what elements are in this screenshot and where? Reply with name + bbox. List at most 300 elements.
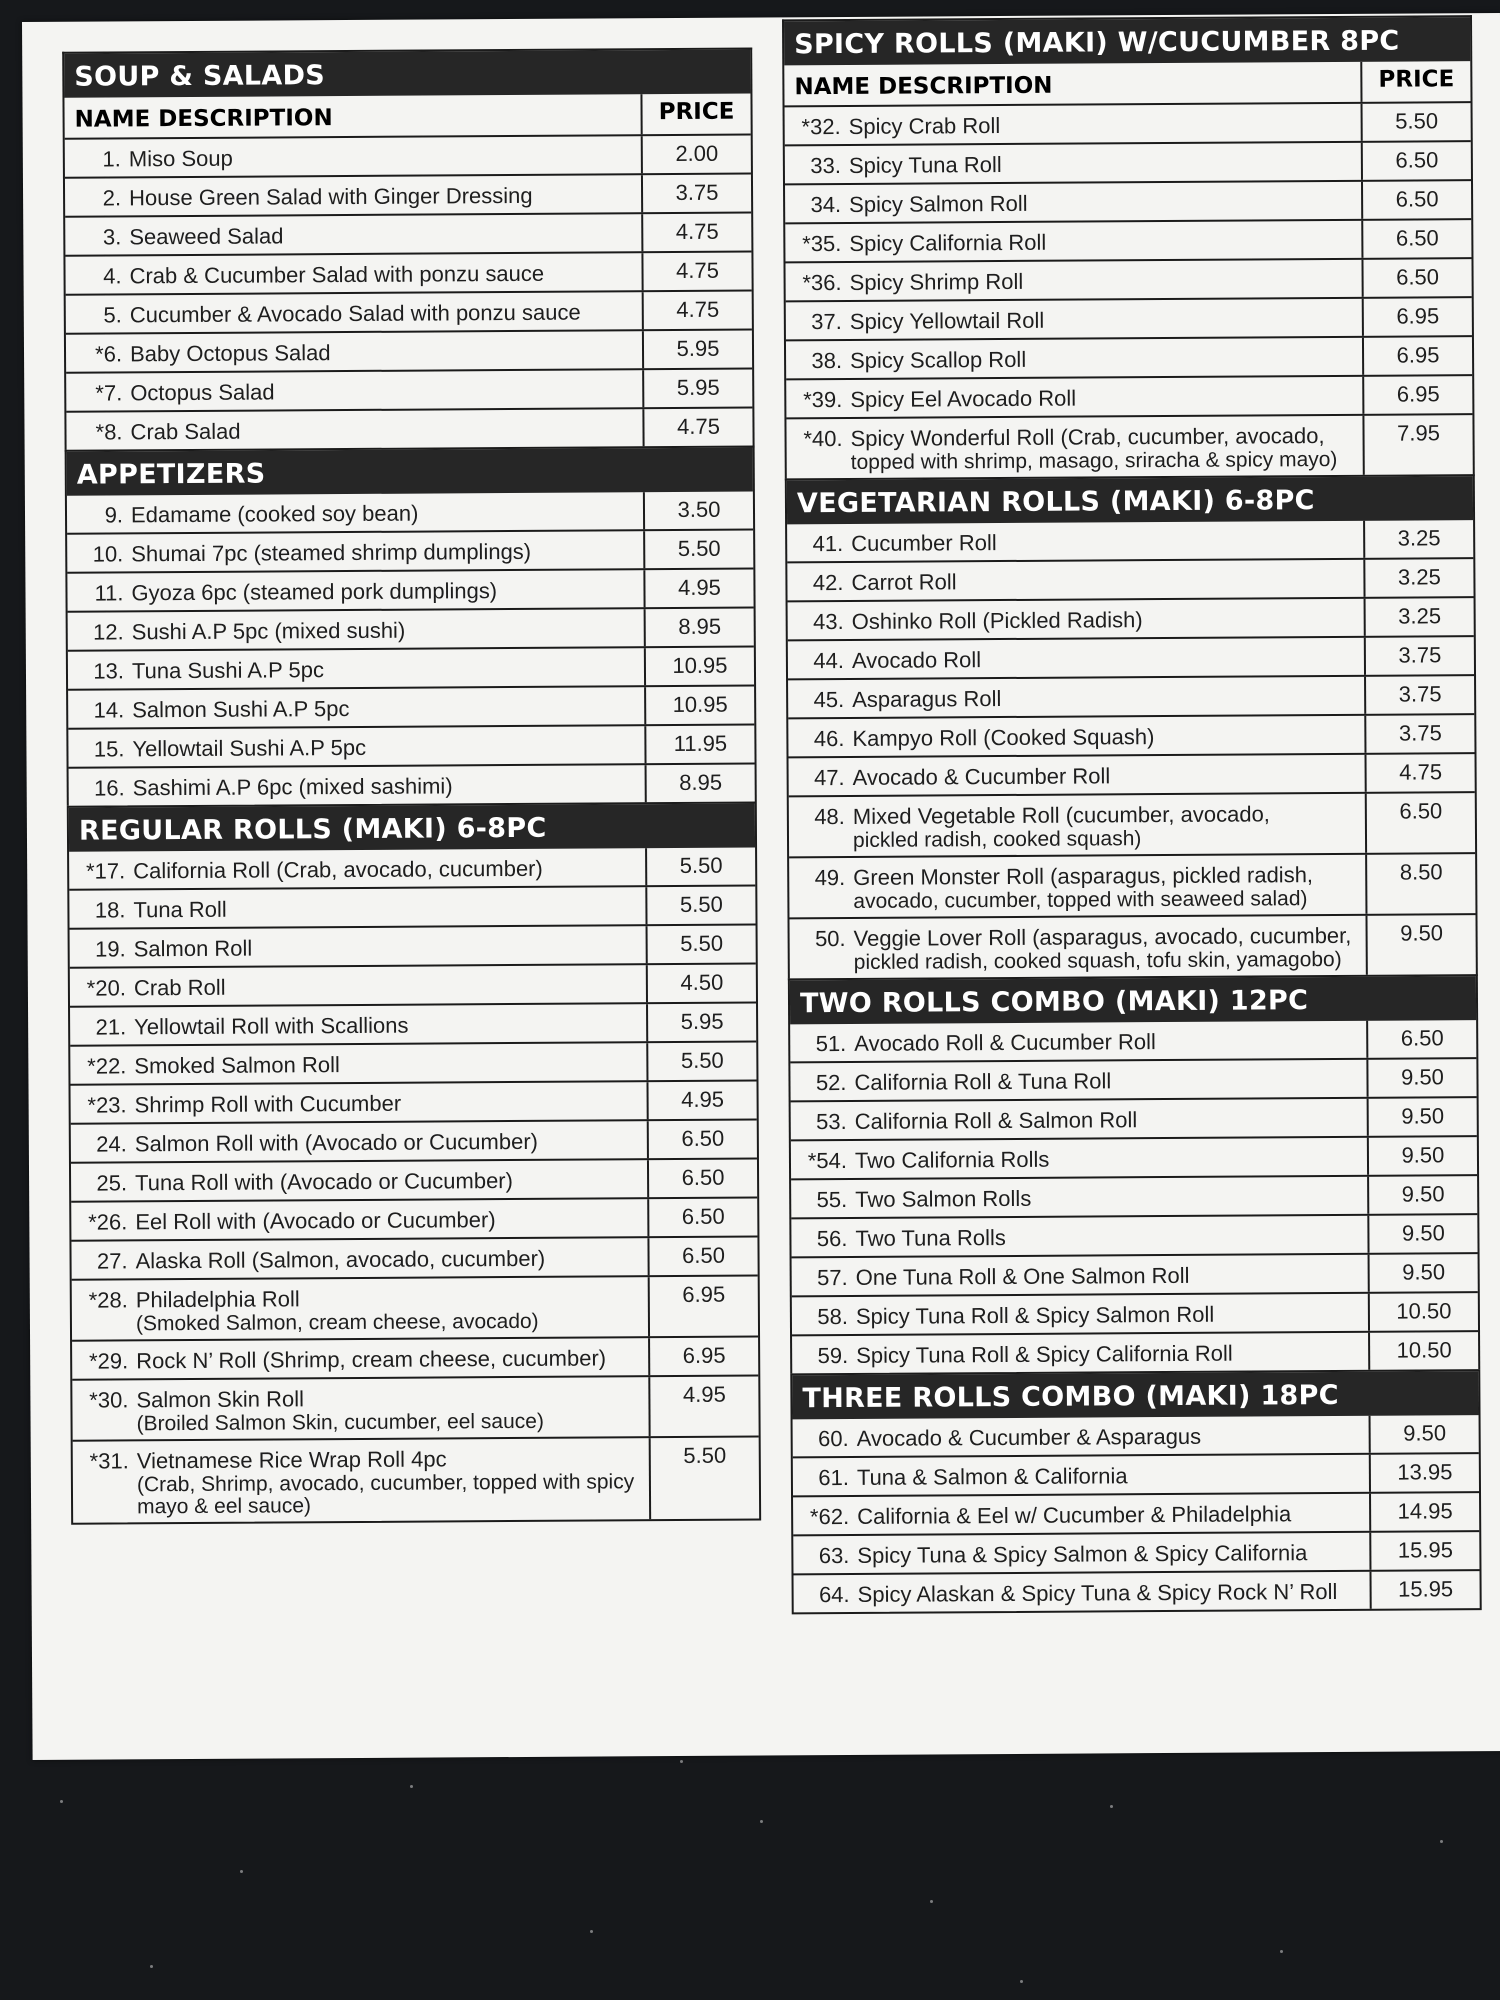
menu-item-text xyxy=(857,1539,1369,1569)
menu-item-row xyxy=(793,1452,1479,1495)
menu-item-description xyxy=(65,214,641,255)
menu-item-description xyxy=(789,794,1365,857)
menu-item-description xyxy=(786,299,1362,340)
menu-item-description xyxy=(70,1004,646,1045)
menu-item-number: 61. xyxy=(818,1464,849,1491)
menu-item-description xyxy=(791,1177,1367,1218)
menu-item-description xyxy=(66,292,642,333)
menu-item-name: Philadelphia Roll xyxy=(135,1286,300,1313)
menu-item-text xyxy=(135,1088,647,1118)
menu-item-description xyxy=(70,965,646,1006)
menu-item-description xyxy=(787,560,1363,601)
background-speck xyxy=(1110,1805,1113,1808)
menu-item-price: 4.75 xyxy=(642,409,752,447)
menu-item-text xyxy=(132,654,644,684)
section-heading: APPETIZERS xyxy=(67,448,753,496)
menu-item-row xyxy=(785,257,1471,300)
menu-item-description xyxy=(71,1238,647,1279)
menu-item-price: 9.50 xyxy=(1367,1098,1477,1136)
menu-item-price: 5.95 xyxy=(642,331,752,369)
menu-item-price: 8.50 xyxy=(1365,854,1475,914)
menu-item-description xyxy=(791,1099,1367,1140)
menu-item-price: 5.50 xyxy=(1361,103,1471,141)
menu-item-text xyxy=(136,1283,648,1335)
menu-item-price: 6.50 xyxy=(647,1199,757,1237)
menu-item-text xyxy=(135,1205,647,1235)
menu-item-row xyxy=(69,763,755,806)
menu-item-number: *8. xyxy=(95,419,123,445)
menu-item-description xyxy=(785,182,1361,223)
menu-item-name: Mixed Vegetable Roll (cucumber, avocado, xyxy=(852,801,1270,829)
menu-item-description xyxy=(69,765,645,806)
menu-item-name: Crab & Cucumber Salad with ponzu sauce xyxy=(129,260,545,289)
menu-item-number: 13. xyxy=(93,658,125,684)
menu-item-text xyxy=(850,383,1362,413)
menu-item-name: Spicy Salmon Roll xyxy=(849,190,1028,217)
menu-item-description xyxy=(70,1082,646,1123)
menu-item-row xyxy=(65,173,751,216)
menu-item-description xyxy=(786,338,1362,379)
menu-item-row xyxy=(788,596,1474,639)
menu-item-row xyxy=(70,1041,756,1084)
menu-item-number: 60. xyxy=(817,1425,849,1452)
menu-item-text xyxy=(855,1183,1367,1213)
menu-item-name: Spicy Tuna & Spicy Salmon & Spicy California xyxy=(857,1540,1308,1568)
menu-item-description xyxy=(66,409,642,450)
menu-item-number: 25. xyxy=(96,1170,128,1196)
menu-item-description xyxy=(67,492,643,533)
menu-item-row xyxy=(787,520,1473,561)
menu-item-price: 10.50 xyxy=(1368,1293,1478,1331)
menu-item-name: Spicy Crab Roll xyxy=(848,113,1001,139)
menu-item-name: Green Monster Roll (asparagus, pickled radish, xyxy=(853,862,1314,890)
menu-item-description xyxy=(67,570,643,611)
menu-item-description xyxy=(65,253,641,294)
menu-item-text xyxy=(854,922,1366,974)
menu-item-row xyxy=(792,1291,1478,1334)
menu-item-price: 11.95 xyxy=(644,726,754,764)
menu-item-name: Sushi A.P 5pc (mixed sushi) xyxy=(131,617,406,645)
menu-item-text xyxy=(131,537,643,567)
menu-item-name: Avocado & Cucumber & Asparagus xyxy=(856,1423,1202,1451)
menu-item-number: 51. xyxy=(815,1030,847,1057)
menu-item-number: *31. xyxy=(89,1448,129,1474)
menu-item-text xyxy=(135,1244,647,1274)
menu-item-name: Rock N’ Roll (Shrimp, cream cheese, cucumber) xyxy=(136,1345,607,1374)
menu-item-name: Edamame (cooked soy bean) xyxy=(130,500,419,528)
menu-item-row xyxy=(788,713,1474,756)
column-header-row xyxy=(784,61,1470,105)
menu-item-number: *54. xyxy=(807,1147,848,1174)
menu-item-name: Salmon Skin Roll xyxy=(136,1386,305,1413)
menu-paper xyxy=(22,13,1500,1760)
menu-item-text xyxy=(849,188,1361,218)
menu-item-name: Miso Soup xyxy=(128,145,233,172)
menu-item-price: 14.95 xyxy=(1369,1493,1479,1531)
menu-item-price: 6.50 xyxy=(1361,259,1471,297)
menu-item-description xyxy=(788,716,1364,757)
menu-item-number: *20. xyxy=(86,975,126,1001)
menu-item-text xyxy=(856,1261,1368,1291)
menu-item-description xyxy=(789,755,1365,796)
menu-item-price: 4.95 xyxy=(648,1377,758,1437)
menu-item-description xyxy=(787,521,1363,562)
menu-item-description xyxy=(69,887,645,928)
section-heading: TWO ROLLS COMBO (MAKI) 12PC xyxy=(790,976,1476,1024)
menu-item-row xyxy=(786,296,1472,339)
menu-item-row xyxy=(67,568,753,611)
menu-item-description xyxy=(786,416,1362,479)
menu-item-number: 2. xyxy=(102,185,122,211)
menu-item-text xyxy=(134,1049,646,1079)
menu-item-name: Spicy Eel Avocado Roll xyxy=(850,385,1077,412)
menu-item-name: Spicy Tuna Roll & Spicy Salmon Roll xyxy=(855,1301,1215,1329)
menu-item-text xyxy=(855,1144,1367,1174)
menu-item-text xyxy=(850,305,1362,335)
menu-item-number: 1. xyxy=(102,146,121,172)
menu-item-price: 5.50 xyxy=(646,926,756,964)
menu-item-price: 8.95 xyxy=(644,609,754,647)
menu-item-text xyxy=(852,683,1364,713)
menu-item-number: 3. xyxy=(102,224,122,250)
menu-item-price: 4.95 xyxy=(643,570,753,608)
menu-item-description xyxy=(790,1060,1366,1101)
background-speck xyxy=(410,1785,413,1788)
menu-item-number: *40. xyxy=(803,425,843,452)
menu-item-number: *32. xyxy=(801,114,841,140)
menu-item-number: 63. xyxy=(818,1542,850,1569)
menu-item-name: Spicy Alaskan & Spicy Tuna & Spicy Rock N’ Roll xyxy=(857,1578,1338,1607)
menu-item-name: Seaweed Salad xyxy=(129,223,284,250)
menu-item-price: 5.50 xyxy=(649,1438,759,1520)
background-speck xyxy=(760,1820,763,1823)
menu-item-price: 3.25 xyxy=(1363,520,1473,558)
menu-item-text xyxy=(851,566,1363,596)
menu-item-name: Smoked Salmon Roll xyxy=(134,1052,340,1079)
menu-item-name: Yellowtail Roll with Scallions xyxy=(134,1012,409,1040)
menu-item-description xyxy=(789,916,1365,979)
menu-item-number: 21. xyxy=(95,1014,127,1040)
menu-section-two-rolls-combo-maki-12pc xyxy=(788,974,1480,1373)
menu-item-description xyxy=(786,377,1362,418)
menu-item-name: Octopus Salad xyxy=(130,379,275,406)
menu-item-name: Two Salmon Rolls xyxy=(855,1185,1032,1212)
menu-item-row xyxy=(788,674,1474,717)
menu-item-text xyxy=(852,605,1364,635)
menu-section-regular-rolls-maki-6-8pc xyxy=(67,802,761,1525)
menu-item-row xyxy=(67,529,753,572)
menu-item-description xyxy=(792,1255,1368,1296)
menu-item-number: *6. xyxy=(95,341,123,367)
menu-item-text xyxy=(853,800,1365,852)
price-column-header: PRICE xyxy=(1360,61,1470,102)
menu-item-name: Two Tuna Rolls xyxy=(855,1225,1006,1251)
menu-item-description xyxy=(66,331,642,372)
menu-item-description xyxy=(794,1572,1370,1613)
menu-item-price: 6.95 xyxy=(1362,337,1472,375)
menu-item-text xyxy=(129,142,641,172)
menu-item-price: 5.50 xyxy=(645,848,755,886)
menu-item-row xyxy=(66,290,752,333)
menu-item-description xyxy=(71,1160,647,1201)
menu-item-details: (Smoked Salmon, cream cheese, avocado) xyxy=(135,1309,539,1336)
menu-item-price: 6.50 xyxy=(647,1160,757,1198)
menu-item-price: 9.50 xyxy=(1366,1059,1476,1097)
background-speck xyxy=(60,1800,63,1803)
menu-item-name: Shrimp Roll with Cucumber xyxy=(134,1090,402,1118)
menu-item-name: Cucumber Roll xyxy=(851,530,997,556)
menu-item-row xyxy=(791,1135,1477,1178)
menu-item-name: Salmon Roll with (Avocado or Cucumber) xyxy=(134,1128,539,1157)
menu-item-name: Tuna & Salmon & California xyxy=(856,1463,1128,1490)
menu-item-number: 27. xyxy=(96,1248,128,1274)
menu-item-price: 10.95 xyxy=(644,648,754,686)
menu-item-description xyxy=(68,687,644,728)
menu-item-number: *23. xyxy=(87,1092,127,1118)
menu-item-name: Crab Roll xyxy=(133,974,226,1001)
menu-item-text xyxy=(854,1066,1366,1096)
menu-item-text xyxy=(850,422,1362,474)
menu-item-row xyxy=(792,1252,1478,1295)
menu-item-text xyxy=(137,1444,649,1518)
menu-item-number: 58. xyxy=(817,1303,848,1330)
menu-item-number: 10. xyxy=(92,541,124,567)
menu-item-text xyxy=(131,576,643,606)
menu-item-text xyxy=(132,615,644,645)
menu-item-number: 47. xyxy=(813,764,845,791)
menu-item-number: 43. xyxy=(813,608,844,635)
menu-item-row xyxy=(68,646,754,689)
menu-item-number: 16. xyxy=(94,775,125,801)
menu-item-number: 5. xyxy=(103,302,122,328)
section-heading: THREE ROLLS COMBO (MAKI) 18PC xyxy=(792,1371,1478,1419)
menu-item-price: 13.95 xyxy=(1369,1454,1479,1492)
menu-item-description xyxy=(788,599,1364,640)
menu-item-description xyxy=(67,531,643,572)
background-speck xyxy=(930,1900,933,1903)
menu-item-price: 9.50 xyxy=(1365,915,1475,975)
menu-item-number: *62. xyxy=(809,1503,850,1530)
menu-item-number: 11. xyxy=(94,580,124,606)
menu-item-description xyxy=(72,1377,648,1440)
menu-item-number: 48. xyxy=(814,803,845,830)
menu-section-three-rolls-combo-maki-18pc xyxy=(790,1369,1481,1614)
menu-item-price: 10.50 xyxy=(1368,1332,1478,1370)
menu-item-number: 59. xyxy=(817,1342,849,1369)
menu-item-price: 6.50 xyxy=(1361,181,1471,219)
menu-item-number: 18. xyxy=(94,897,126,923)
menu-item-number: 50. xyxy=(814,925,846,952)
menu-item-name: California Roll (Crab, avocado, cucumber) xyxy=(133,855,543,884)
menu-item-row xyxy=(68,607,754,650)
menu-item-name: Avocado Roll xyxy=(851,647,982,673)
menu-item-row xyxy=(793,1415,1479,1456)
menu-item-name: Tuna Roll with (Avocado or Cucumber) xyxy=(135,1168,513,1196)
menu-item-description xyxy=(72,1277,648,1340)
menu-item-row xyxy=(793,1530,1479,1573)
menu-item-description xyxy=(785,143,1361,184)
menu-item-description xyxy=(65,136,641,177)
menu-item-name: California & Eel w/ Cucumber & Philadelphia xyxy=(857,1501,1292,1529)
menu-item-number: 44. xyxy=(813,647,844,674)
menu-item-row xyxy=(785,179,1471,222)
menu-item-price: 3.50 xyxy=(643,492,753,530)
menu-item-number: *36. xyxy=(802,269,842,296)
menu-item-row xyxy=(786,335,1472,378)
menu-item-text xyxy=(134,932,646,962)
section-heading: VEGETARIAN ROLLS (MAKI) 6-8PC xyxy=(787,476,1473,524)
menu-item-number: 55. xyxy=(816,1186,848,1213)
menu-item-row xyxy=(786,374,1472,417)
menu-item-name: Tuna Roll xyxy=(133,896,227,923)
background-speck xyxy=(590,1930,593,1933)
menu-item-row xyxy=(789,913,1475,978)
menu-item-description xyxy=(70,1043,646,1084)
menu-item-text xyxy=(129,220,641,250)
menu-item-name: Yellowtail Sushi A.P 5pc xyxy=(132,734,367,762)
menu-item-description xyxy=(72,1338,648,1379)
menu-item-text xyxy=(856,1339,1368,1369)
menu-item-price: 3.25 xyxy=(1364,598,1474,636)
menu-item-name: Avocado Roll & Cucumber Roll xyxy=(854,1029,1156,1056)
menu-item-text xyxy=(130,376,642,406)
menu-item-text xyxy=(131,498,643,528)
menu-item-text xyxy=(857,1500,1369,1530)
section-heading: SOUP & SALADS xyxy=(64,50,750,98)
menu-item-price: 5.95 xyxy=(642,370,752,408)
menu-item-price: 15.95 xyxy=(1369,1532,1479,1570)
menu-item-row xyxy=(66,407,752,450)
menu-item-row xyxy=(793,1491,1479,1534)
menu-item-row xyxy=(67,492,753,533)
menu-item-price: 5.50 xyxy=(643,531,753,569)
menu-item-name: Gyoza 6pc (steamed pork dumplings) xyxy=(131,578,498,606)
menu-item-number: 53. xyxy=(816,1108,847,1135)
menu-item-details: topped with shrimp, masago, sriracha & spicy mayo) xyxy=(850,447,1338,474)
menu-item-price: 4.75 xyxy=(641,214,751,252)
menu-item-name: Spicy Wonderful Roll (Crab, cucumber, avocado, xyxy=(850,423,1325,451)
menu-item-number: *39. xyxy=(803,386,843,413)
menu-item-description xyxy=(785,221,1361,262)
menu-column-left xyxy=(62,48,761,1525)
menu-item-price: 5.50 xyxy=(646,1043,756,1081)
menu-item-text xyxy=(849,110,1361,140)
menu-item-number: 42. xyxy=(812,569,844,596)
menu-item-text xyxy=(132,732,644,762)
menu-item-row xyxy=(785,218,1471,261)
menu-item-price: 5.50 xyxy=(645,887,755,925)
menu-item-price: 4.95 xyxy=(646,1082,756,1120)
menu-item-text xyxy=(132,693,644,723)
menu-item-name: Tuna Sushi A.P 5pc xyxy=(131,657,325,684)
background-speck xyxy=(1020,1980,1023,1983)
menu-item-text xyxy=(854,1027,1366,1057)
menu-item-number: *35. xyxy=(802,230,842,257)
menu-item-description xyxy=(791,1138,1367,1179)
menu-item-number: 46. xyxy=(813,725,845,752)
menu-item-price: 5.95 xyxy=(646,1004,756,1042)
menu-item-row xyxy=(65,212,751,255)
menu-item-row xyxy=(69,848,755,889)
menu-item-row xyxy=(785,101,1471,144)
menu-item-row xyxy=(792,1330,1478,1373)
menu-item-price: 6.50 xyxy=(647,1121,757,1159)
menu-item-text xyxy=(852,644,1364,674)
menu-item-number: 14. xyxy=(93,697,125,723)
menu-item-row xyxy=(791,1096,1477,1139)
menu-item-details: pickled radish, cooked squash, tofu skin, yamagobo) xyxy=(853,947,1342,974)
menu-item-price: 6.50 xyxy=(1361,220,1471,258)
menu-item-price: 4.75 xyxy=(1365,754,1475,792)
menu-item-name: Spicy Shrimp Roll xyxy=(849,268,1024,295)
menu-item-text xyxy=(851,527,1363,557)
menu-item-description xyxy=(793,1494,1369,1535)
menu-item-description xyxy=(66,370,642,411)
menu-item-number: *26. xyxy=(88,1209,128,1235)
menu-item-price: 6.95 xyxy=(1362,376,1472,414)
menu-item-row xyxy=(790,1020,1476,1061)
menu-item-description xyxy=(71,1199,647,1240)
menu-item-description xyxy=(788,677,1364,718)
menu-item-number: 15. xyxy=(93,736,125,762)
menu-item-number: *30. xyxy=(89,1387,129,1413)
menu-item-row xyxy=(787,557,1473,600)
menu-item-name: Veggie Lover Roll (asparagus, avocado, cucumber, xyxy=(853,922,1352,951)
background-speck xyxy=(240,1870,243,1873)
menu-item-row xyxy=(68,685,754,728)
menu-item-details: pickled radish, cooked squash) xyxy=(852,827,1142,852)
menu-item-name: Baby Octopus Salad xyxy=(129,340,331,367)
menu-item-description xyxy=(68,648,644,689)
price-column-header: PRICE xyxy=(640,94,750,135)
menu-item-row xyxy=(71,1197,757,1240)
menu-item-name: Vietnamese Rice Wrap Roll 4pc xyxy=(136,1446,447,1474)
menu-item-row xyxy=(72,1275,758,1340)
menu-item-row xyxy=(789,752,1475,795)
menu-item-number: 41. xyxy=(812,530,844,557)
menu-item-price: 10.95 xyxy=(644,687,754,725)
menu-item-row xyxy=(70,1080,756,1123)
menu-item-number: 45. xyxy=(813,686,845,713)
menu-item-description xyxy=(793,1416,1369,1457)
background-speck xyxy=(150,1965,153,1968)
menu-item-row xyxy=(72,1375,758,1440)
menu-item-text xyxy=(855,1222,1367,1252)
menu-item-price: 6.95 xyxy=(648,1338,758,1376)
menu-item-description xyxy=(793,1455,1369,1496)
menu-item-price: 3.75 xyxy=(641,175,751,213)
background-speck xyxy=(1280,1950,1283,1953)
menu-section-appetizers xyxy=(65,446,757,806)
menu-item-row xyxy=(791,1213,1477,1256)
menu-item-price: 2.00 xyxy=(641,136,751,174)
menu-item-row xyxy=(70,963,756,1006)
menu-item-description xyxy=(71,1121,647,1162)
menu-item-text xyxy=(130,298,642,328)
menu-item-price: 3.75 xyxy=(1364,715,1474,753)
menu-item-text xyxy=(135,1166,647,1196)
menu-item-price: 4.50 xyxy=(646,965,756,1003)
menu-item-number: *17. xyxy=(85,858,126,884)
menu-item-description xyxy=(68,609,644,650)
menu-item-text xyxy=(133,854,645,884)
menu-item-name: Avocado & Cucumber Roll xyxy=(852,763,1111,790)
section-heading: REGULAR ROLLS (MAKI) 6-8PC xyxy=(69,804,755,852)
menu-item-row xyxy=(66,329,752,372)
menu-item-name: California Roll & Salmon Roll xyxy=(854,1107,1138,1134)
background-speck xyxy=(1440,1840,1443,1843)
menu-item-text xyxy=(855,1105,1367,1135)
